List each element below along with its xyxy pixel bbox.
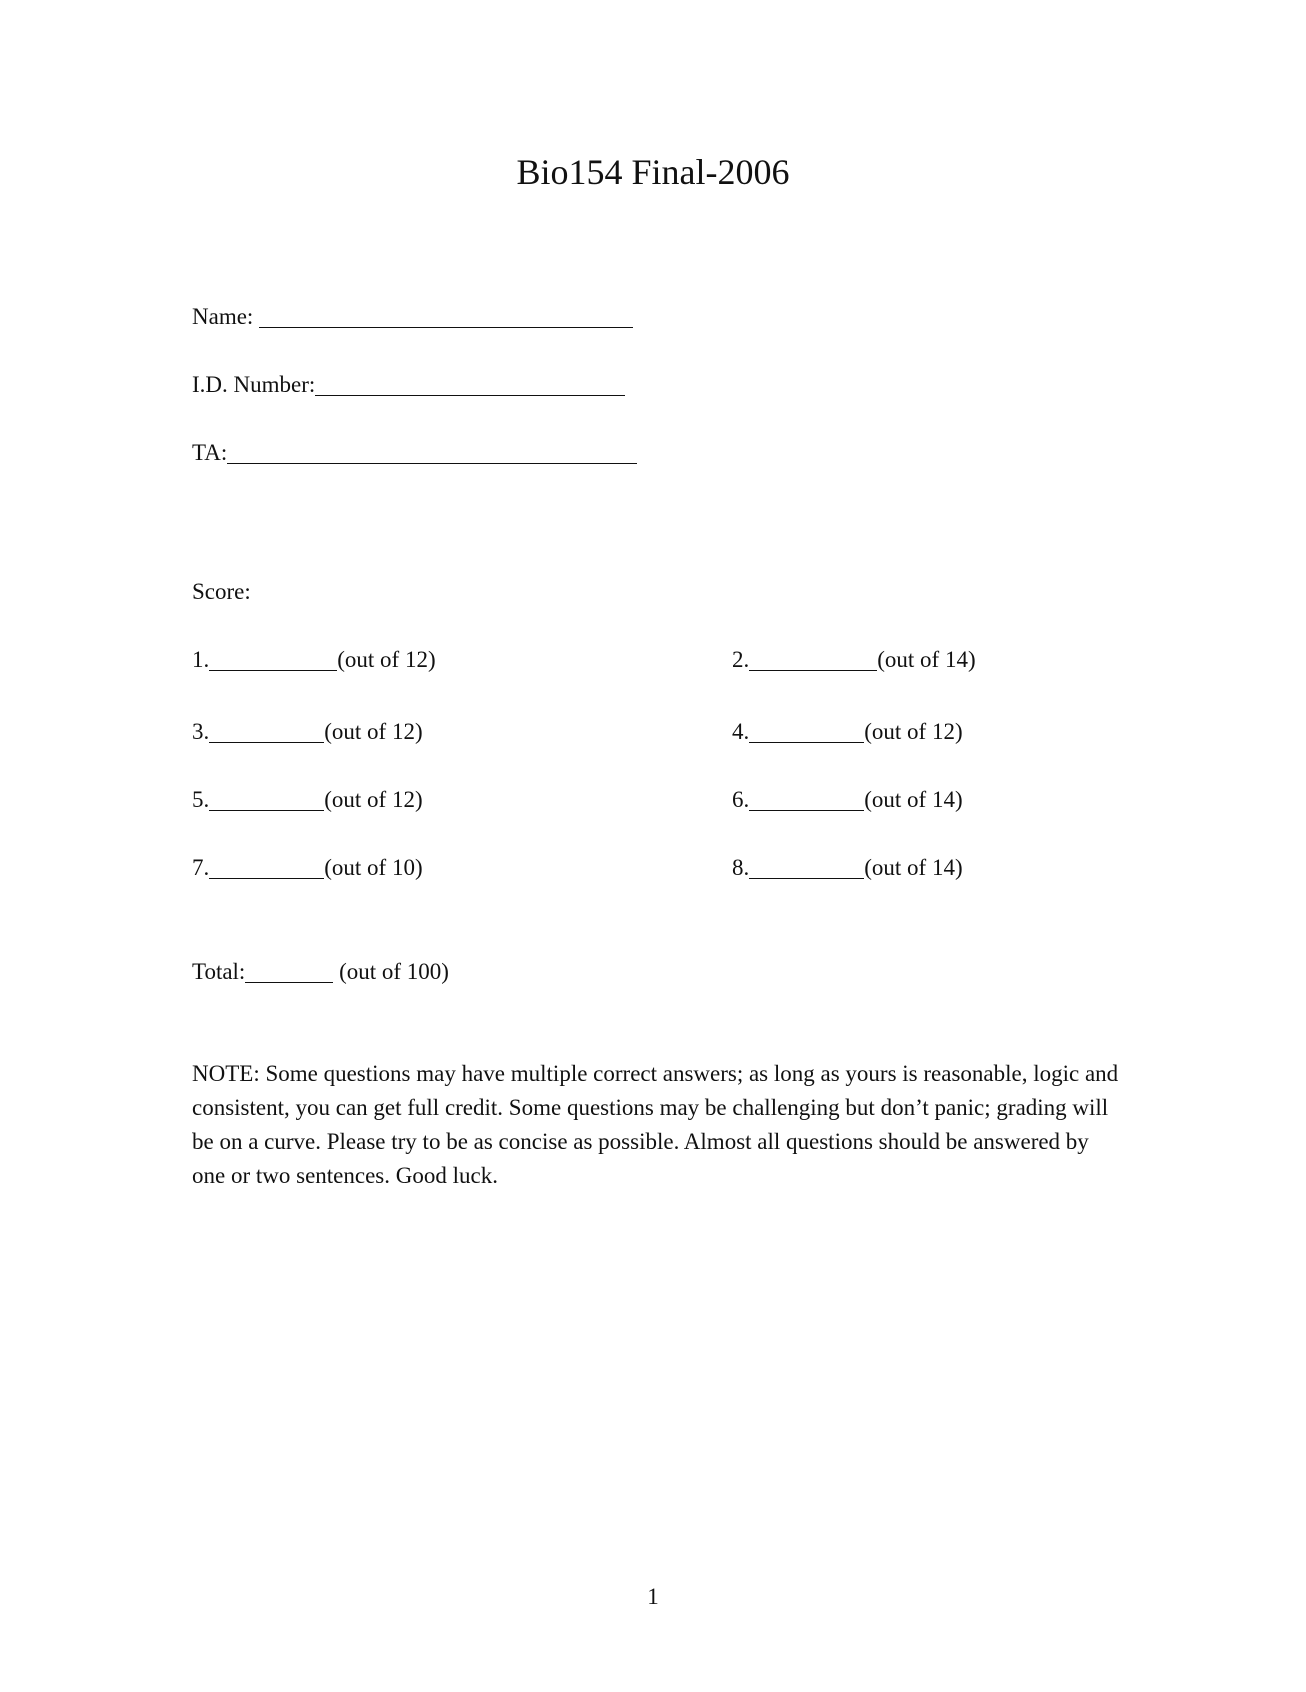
score-item-number: 5. bbox=[192, 787, 210, 812]
ta-field bbox=[192, 438, 637, 468]
score-item-number: 1. bbox=[192, 647, 210, 672]
id-number-label: I.D. Number: bbox=[192, 372, 316, 397]
score-item-number: 3. bbox=[192, 719, 210, 744]
total-score bbox=[192, 957, 449, 987]
score-blank[interactable] bbox=[749, 856, 864, 879]
score-blank[interactable] bbox=[209, 648, 337, 671]
score-item-max: (out of 14) bbox=[864, 855, 963, 880]
score-item-6 bbox=[732, 785, 963, 815]
score-item-1 bbox=[192, 645, 436, 675]
score-item-number: 2. bbox=[732, 647, 750, 672]
score-item-max: (out of 12) bbox=[337, 647, 436, 672]
score-item-max: (out of 12) bbox=[864, 719, 963, 744]
page-title: Bio154 Final-2006 bbox=[516, 152, 790, 192]
score-item-number: 8. bbox=[732, 855, 750, 880]
score-blank[interactable] bbox=[209, 720, 324, 743]
score-item-max: (out of 14) bbox=[877, 647, 976, 672]
score-item-max: (out of 14) bbox=[864, 787, 963, 812]
ta-label: TA: bbox=[192, 440, 228, 465]
exam-note: NOTE: Some questions may have multiple correct answers; as long as yours is reasonable, logic and consistent, you can get full credit. Some questions may be challenging but don’t panic; grading will be on a curve. Please try to be as concise as possible. Almost all questions should be answered by one or two sentences. Good luck. bbox=[192, 1061, 1119, 1188]
total-blank[interactable] bbox=[245, 960, 333, 983]
score-item-2 bbox=[732, 645, 976, 675]
score-blank[interactable] bbox=[749, 788, 864, 811]
score-blank[interactable] bbox=[209, 788, 324, 811]
id-number-blank[interactable] bbox=[315, 373, 625, 396]
id-number-field bbox=[192, 370, 625, 400]
total-max: (out of 100) bbox=[333, 959, 449, 984]
score-item-8 bbox=[732, 853, 963, 883]
name-blank[interactable] bbox=[259, 305, 633, 328]
page-number: 1 bbox=[647, 1584, 659, 1609]
score-item-number: 4. bbox=[732, 719, 750, 744]
name-field bbox=[192, 302, 633, 332]
score-item-max: (out of 12) bbox=[324, 787, 423, 812]
total-label: Total: bbox=[192, 959, 246, 984]
score-item-5 bbox=[192, 785, 423, 815]
name-label: Name: bbox=[192, 304, 260, 329]
score-blank[interactable] bbox=[749, 648, 877, 671]
score-label: Score: bbox=[192, 579, 251, 604]
score-item-4 bbox=[732, 717, 963, 747]
ta-blank[interactable] bbox=[227, 441, 637, 464]
score-item-max: (out of 12) bbox=[324, 719, 423, 744]
score-blank[interactable] bbox=[749, 720, 864, 743]
score-item-number: 6. bbox=[732, 787, 750, 812]
score-item-7 bbox=[192, 853, 423, 883]
score-blank[interactable] bbox=[209, 856, 324, 879]
score-item-3 bbox=[192, 717, 423, 747]
score-item-max: (out of 10) bbox=[324, 855, 423, 880]
score-item-number: 7. bbox=[192, 855, 210, 880]
